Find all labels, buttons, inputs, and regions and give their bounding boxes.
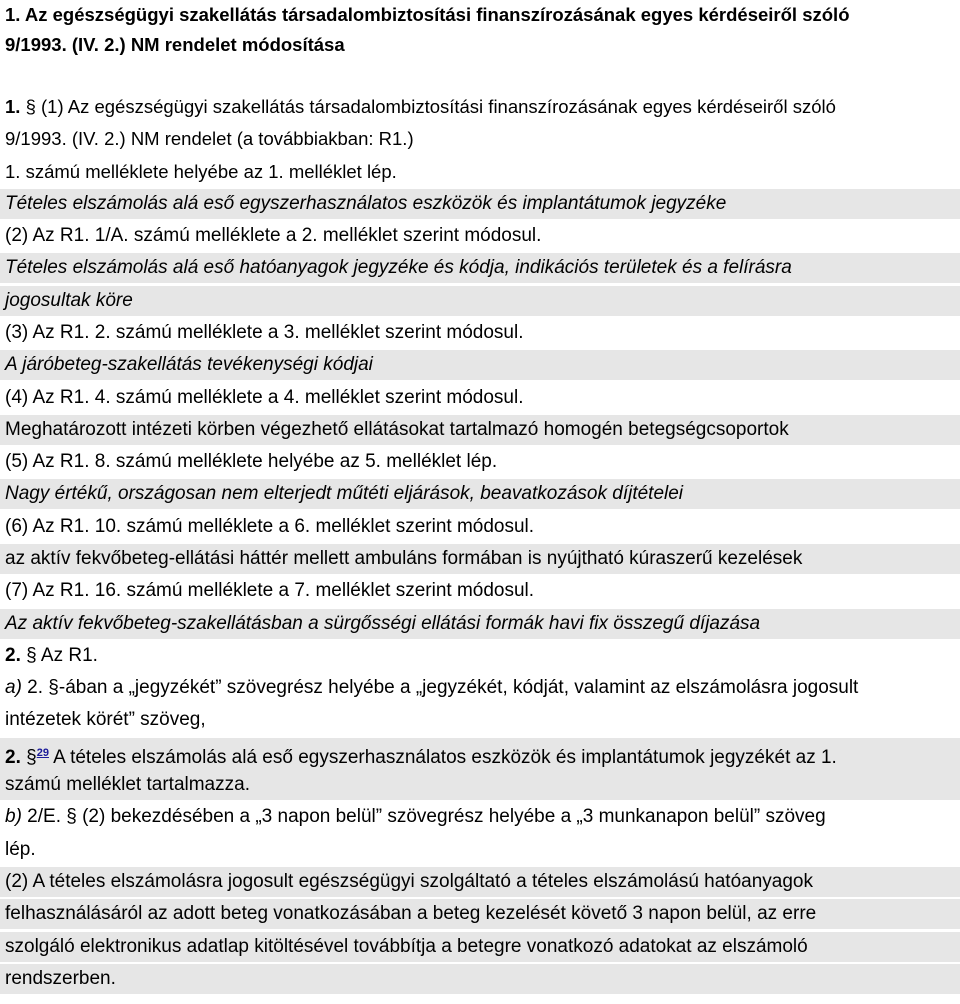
paragraph-5: (5) Az R1. 8. számú melléklete helyébe az 5. melléklet lép. — [5, 451, 498, 472]
section-2-amended-line-1 — [0, 738, 960, 773]
paragraph-7: (7) Az R1. 16. számú melléklete a 7. melléklet szerint módosul. — [5, 580, 535, 601]
annex-title-4: Meghatározott intézeti körben végezhető ellátásokat tartalmazó homogén betegségcsoportok — [0, 415, 960, 445]
footnote-link[interactable]: 29 — [36, 747, 49, 759]
paragraph-4: (4) Az R1. 4. számú melléklete a 4. melléklet szerint módosul. — [5, 387, 524, 408]
point-text: 2. §-ában a „jegyzékét” szövegrész helyébe a „jegyzékét, kódját, valamint az elszámolásra jogosult — [21, 677, 859, 698]
section-1-line-1 — [0, 92, 960, 122]
section-number: 1. — [5, 96, 26, 117]
paragraph-2-line-2: felhasználásáról az adott beteg vonatkozásában a beteg kezelését követő 3 napon belül, az erre — [0, 899, 960, 929]
section-1-line-3: 1. számú melléklete helyébe az 1. melléklet lép. — [5, 161, 397, 182]
section-text: A tételes elszámolás alá eső egyszerhasználatos eszközök és implantátumok jegyzékét az 1. — [48, 747, 837, 768]
point-a-line-2: intézetek körét” szöveg, — [5, 709, 206, 730]
annex-title-2-line-2: jogosultak köre — [0, 286, 960, 316]
annex-title-6: az aktív fekvőbeteg-ellátási háttér mellett ambuláns formában is nyújtható kúraszerű kezelések — [0, 544, 960, 574]
doc-title-line-1: 1. Az egészségügyi szakellátás társadalombiztosítási finanszírozásának egyes kérdéseiről szóló — [5, 4, 850, 25]
annex-title-3: A járóbeteg-szakellátás tevékenységi kódjai — [0, 350, 960, 380]
paragraph-2-line-1: (2) A tételes elszámolásra jogosult egészségügyi szolgáltató a tételes elszámolású hatóanyagok — [0, 867, 960, 897]
section-2-heading — [0, 641, 960, 671]
section-1-line-2: 9/1993. (IV. 2.) NM rendelet (a továbbiakban: R1.) — [5, 128, 414, 149]
paragraph-6: (6) Az R1. 10. számú melléklete a 6. melléklet szerint módosul. — [5, 516, 535, 537]
point-label: a) — [5, 677, 22, 698]
point-b-line-2: lép. — [5, 839, 36, 860]
doc-title-line-2: 9/1993. (IV. 2.) NM rendelet módosítása — [5, 34, 345, 55]
paragraph-2-line-4: rendszerben. — [0, 964, 960, 994]
point-a-line-1 — [0, 673, 960, 703]
section-number: 2. — [5, 747, 27, 768]
annex-title-7: Az aktív fekvőbeteg-szakellátásban a sürgősségi ellátási formák havi fix összegű díjazása — [0, 609, 960, 639]
section-number: 2. — [5, 645, 27, 666]
annex-title-2-line-1: Tételes elszámolás alá eső hatóanyagok jegyzéke és kódja, indikációs területek és a felírásra — [0, 253, 960, 283]
point-label: b) — [5, 806, 22, 827]
section-sign: § — [26, 645, 37, 666]
section-2-amended-line-2: számú melléklet tartalmazza. — [0, 770, 960, 800]
point-text: 2/E. § (2) bekezdésében a „3 napon belül” szövegrész helyébe a „3 munkanapon belül” szöveg — [21, 806, 826, 827]
section-sign: § — [26, 747, 37, 768]
annex-title-1: Tételes elszámolás alá eső egyszerhasználatos eszközök és implantátumok jegyzéke — [0, 189, 960, 219]
section-sign: § — [25, 96, 36, 117]
point-b-line-1 — [0, 802, 960, 832]
paragraph-3: (3) Az R1. 2. számú melléklete a 3. melléklet szerint módosul. — [5, 322, 524, 343]
paragraph-2-line-3: szolgáló elektronikus adatlap kitöltésével továbbítja a betegre vonatkozó adatokat az elszámoló — [0, 932, 960, 962]
annex-title-5: Nagy értékű, országosan nem elterjedt műtéti eljárások, beavatkozások díjtételei — [0, 479, 960, 509]
section-text: (1) Az egészségügyi szakellátás társadalombiztosítási finanszírozásának egyes kérdéseiről szóló — [35, 96, 836, 117]
paragraph-2: (2) Az R1. 1/A. számú melléklete a 2. melléklet szerint módosul. — [5, 225, 542, 246]
section-text: Az R1. — [36, 645, 98, 666]
